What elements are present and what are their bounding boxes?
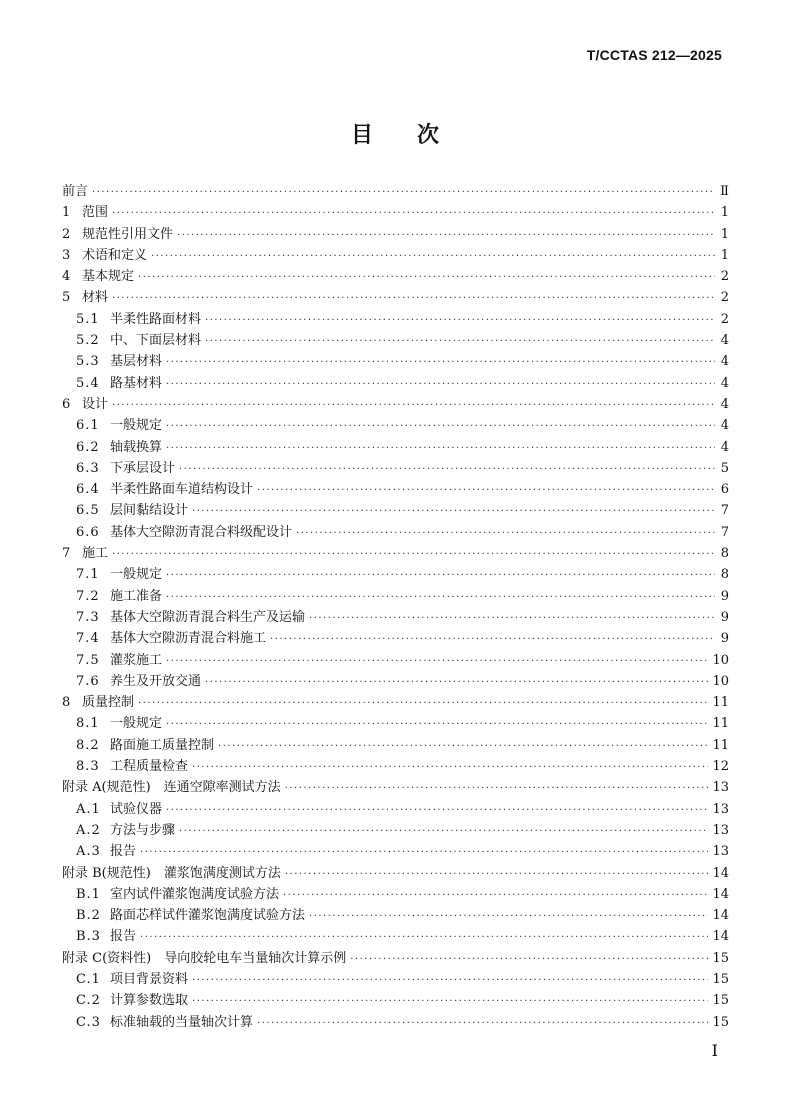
toc-entry[interactable]: [62, 585, 729, 606]
toc-entry-number: C.1: [76, 971, 101, 987]
toc-entry[interactable]: [62, 457, 729, 478]
toc-entry[interactable]: [62, 308, 729, 329]
toc-entry-label: 半柔性路面材料: [110, 311, 202, 327]
toc-dot-leader: [283, 890, 708, 901]
toc-entry-label: 路面施工质量控制: [110, 737, 215, 753]
toc-entry-page: 4: [720, 354, 729, 370]
toc-entry-label: 路面芯样试件灌浆饱满度试验方法: [110, 908, 306, 924]
toc-entry-label: 养生及开放交通: [110, 673, 202, 689]
toc-dot-leader: [166, 421, 715, 432]
toc-dot-leader: [309, 613, 715, 624]
toc-entry-page: 15: [712, 971, 729, 987]
toc-entry-label: 半柔性路面车道结构设计: [110, 482, 254, 498]
toc-entry[interactable]: [62, 819, 729, 840]
toc-dot-leader: [92, 187, 715, 198]
toc-dot-leader: [205, 677, 708, 688]
toc-entry-number: 7.6: [76, 673, 100, 689]
toc-entry-number: B.2: [76, 908, 101, 924]
toc-entry[interactable]: [62, 755, 729, 776]
toc-dot-leader: [179, 826, 708, 837]
toc-entry-number: A.3: [76, 844, 101, 860]
toc-dot-leader: [177, 230, 715, 241]
toc-entry-page: 13: [712, 801, 729, 817]
toc-entry-number: 5: [62, 290, 71, 306]
toc-entry-number: 1: [62, 205, 71, 221]
toc-entry[interactable]: [62, 968, 729, 989]
toc-entry-page: 4: [720, 333, 729, 349]
toc-entry-label: 前言: [62, 184, 89, 199]
toc-entry-page: 13: [712, 780, 729, 796]
toc-entry[interactable]: [62, 606, 729, 627]
toc-entry-page: 14: [712, 865, 729, 881]
toc-entry[interactable]: [62, 840, 729, 861]
toc-entry[interactable]: [62, 798, 729, 819]
toc-dot-leader: [112, 293, 715, 304]
toc-dot-leader: [257, 1018, 708, 1029]
toc-dot-leader: [179, 464, 715, 475]
toc-dot-leader: [166, 719, 708, 730]
toc-entry-page: 13: [712, 822, 729, 838]
toc-dot-leader: [270, 634, 715, 645]
toc-entry-page: 2: [720, 311, 729, 327]
toc-dot-leader: [112, 400, 715, 411]
toc-entry-label: 试验仪器: [110, 801, 163, 817]
toc-entry-label: 附录 A(规范性) 连通空隙率测试方法: [62, 780, 281, 796]
toc-entry[interactable]: [62, 201, 729, 222]
toc-entry-page: 10: [712, 673, 729, 689]
toc-entry[interactable]: [62, 499, 729, 520]
toc-entry-label: 设计: [82, 396, 109, 412]
toc-entry-label: 路基材料: [110, 375, 163, 391]
toc-entry-page: 1: [720, 226, 729, 242]
toc-entry-label: 计算参数选取: [110, 993, 189, 1009]
toc-entry-number: 5.2: [76, 333, 100, 349]
toc-entry-page: 4: [720, 439, 729, 455]
toc-entry[interactable]: [62, 627, 729, 648]
toc-dot-leader: [285, 783, 709, 794]
toc-entry-page: 10: [712, 652, 729, 668]
toc-entry-page: 8: [720, 546, 729, 562]
toc-entry-number: C.3: [76, 1014, 101, 1030]
toc-entry-page: 9: [720, 631, 729, 647]
toc-entry-number: 6.2: [76, 439, 100, 455]
toc-entry-page: 12: [712, 759, 729, 775]
toc-dot-leader: [166, 357, 715, 368]
toc-entry[interactable]: [62, 862, 729, 883]
toc-entry-page: 7: [720, 524, 729, 540]
toc-entry[interactable]: [62, 286, 729, 307]
toc-entry-label: 材料: [82, 290, 109, 306]
toc-entry[interactable]: [62, 691, 729, 712]
toc-dot-leader: [151, 251, 715, 262]
toc-dot-leader: [205, 336, 715, 347]
toc-entry-number: 6.3: [76, 460, 100, 476]
toc-entry-number: 6.6: [76, 524, 100, 540]
toc-entry-number: A.2: [76, 822, 101, 838]
toc-entry-number: 7.2: [76, 588, 100, 604]
toc-entry-label: 室内试件灌浆饱满度试验方法: [110, 886, 280, 902]
toc-entry-page: 9: [720, 609, 729, 625]
toc-dot-leader: [350, 954, 708, 965]
toc-entry-label: 基层材料: [110, 354, 163, 370]
toc-entry-label: 层间黏结设计: [110, 503, 189, 519]
toc-entry[interactable]: [62, 904, 729, 925]
toc-entry-number: 8: [62, 695, 71, 711]
toc-entry-label: 附录 B(规范性) 灌浆饱满度测试方法: [62, 865, 281, 881]
toc-entry-number: 4: [62, 269, 71, 285]
toc-entry-label: 轴载换算: [110, 439, 163, 455]
toc-entry-number: 7.5: [76, 652, 100, 668]
toc-entry[interactable]: [62, 734, 729, 755]
toc-entry-label: 项目背景资料: [110, 971, 189, 987]
toc-entry-label: 附录 C(资料性) 导向胶轮电车当量轴次计算示例: [62, 950, 347, 966]
toc-entry-number: 7.4: [76, 631, 100, 647]
toc-entry-label: 一般规定: [110, 716, 163, 732]
toc-entry[interactable]: [62, 414, 729, 435]
toc-dot-leader: [285, 869, 709, 880]
toc-entry-number: 8.3: [76, 759, 100, 775]
toc-entry-page: 4: [720, 396, 729, 412]
page-number: I: [711, 1041, 718, 1060]
toc-entry-page: Ⅱ: [720, 184, 729, 199]
toc-entry-number: 2: [62, 226, 71, 242]
toc-dot-leader: [296, 528, 715, 539]
toc-entry-label: 基体大空隙沥青混合料级配设计: [110, 524, 293, 540]
toc-entry[interactable]: [62, 925, 729, 946]
toc-entry-number: A.1: [76, 801, 101, 817]
toc-entry-page: 4: [720, 418, 729, 434]
toc-dot-leader: [138, 698, 708, 709]
toc-entry-page: 2: [720, 269, 729, 285]
toc-entry[interactable]: [62, 393, 729, 414]
toc-entry[interactable]: [62, 1011, 729, 1032]
toc-entry-page: 14: [712, 929, 729, 945]
toc-entry[interactable]: [62, 649, 729, 670]
document-code: T/CCTAS 212—2025: [586, 47, 722, 63]
toc-entry-page: 4: [720, 375, 729, 391]
toc-entry-page: 2: [720, 290, 729, 306]
toc-entry-page: 11: [712, 716, 729, 732]
toc-entry-page: 11: [712, 695, 729, 711]
toc-entry-label: 下承层设计: [110, 460, 176, 476]
toc-entry[interactable]: [62, 180, 729, 201]
toc-entry-label: 工程质量检查: [110, 759, 189, 775]
toc-dot-leader: [138, 272, 715, 283]
toc-dot-leader: [257, 485, 715, 496]
toc-entry-label: 灌浆施工: [110, 652, 163, 668]
toc-entry-label: 一般规定: [110, 418, 163, 434]
toc-dot-leader: [166, 443, 715, 454]
toc-entry-label: 范围: [82, 205, 109, 221]
toc-entry-number: 8.1: [76, 716, 100, 732]
toc-dot-leader: [112, 549, 715, 560]
toc-dot-leader: [140, 847, 708, 858]
toc-entry-page: 14: [712, 886, 729, 902]
toc-entry[interactable]: [62, 563, 729, 584]
toc-entry-page: 8: [720, 567, 729, 583]
toc-entry[interactable]: [62, 329, 729, 350]
toc-entry[interactable]: [62, 712, 729, 733]
toc-dot-leader: [205, 315, 715, 326]
toc-entry-label: 施工: [82, 546, 109, 562]
toc-entry-label: 基本规定: [82, 269, 135, 285]
toc-dot-leader: [140, 932, 708, 943]
toc-dot-leader: [166, 656, 708, 667]
toc-entry[interactable]: [62, 223, 729, 244]
toc-dot-leader: [309, 911, 708, 922]
toc-entry-label: 施工准备: [110, 588, 163, 604]
toc-dot-leader: [192, 996, 708, 1007]
toc-entry-number: 5.1: [76, 311, 100, 327]
toc-entry-label: 术语和定义: [82, 247, 148, 263]
toc-entry-page: 15: [712, 993, 729, 1009]
toc-entry-number: B.3: [76, 929, 101, 945]
toc-dot-leader: [192, 975, 708, 986]
toc-entry-page: 13: [712, 844, 729, 860]
toc-entry-page: 14: [712, 908, 729, 924]
toc-entry-label: 中、下面层材料: [110, 333, 202, 349]
toc-entry-label: 报告: [110, 929, 137, 945]
toc-entry-number: 8.2: [76, 737, 100, 753]
toc-entry[interactable]: [62, 372, 729, 393]
toc-entry-number: B.1: [76, 886, 101, 902]
toc-entry-number: 5.4: [76, 375, 100, 391]
toc-title-char-2: 次: [417, 122, 440, 148]
toc-entry-label: 基体大空隙沥青混合料生产及运输: [110, 609, 306, 625]
toc-entry-page: 11: [712, 737, 729, 753]
toc-entry[interactable]: [62, 542, 729, 563]
toc-entry-label: 标准轴载的当量轴次计算: [110, 1014, 254, 1030]
toc-entry-number: 6: [62, 396, 71, 412]
toc-entry[interactable]: [62, 265, 729, 286]
toc-entry[interactable]: [62, 244, 729, 265]
toc-entry-page: 1: [720, 247, 729, 263]
toc-entry-page: 15: [712, 950, 729, 966]
toc-entry-number: 7.1: [76, 567, 100, 583]
toc-title-char-1: 目: [350, 122, 373, 148]
toc-entry[interactable]: [62, 670, 729, 691]
toc-entry-label: 方法与步骤: [110, 822, 176, 838]
toc-entry[interactable]: [62, 989, 729, 1010]
toc-entry[interactable]: [62, 350, 729, 371]
toc-title: [0, 118, 790, 149]
toc-entry-number: 3: [62, 247, 71, 263]
toc-dot-leader: [192, 762, 708, 773]
toc-entry-label: 报告: [110, 844, 137, 860]
toc-dot-leader: [218, 741, 708, 752]
toc-entry[interactable]: [62, 947, 729, 968]
toc-entry[interactable]: [62, 521, 729, 542]
toc-entry-number: 7.3: [76, 609, 100, 625]
toc-entry-label: 质量控制: [82, 695, 135, 711]
toc-entry-number: 6.5: [76, 503, 100, 519]
toc-entry-label: 规范性引用文件: [82, 226, 174, 242]
toc-entry[interactable]: [62, 478, 729, 499]
toc-entry-number: C.2: [76, 993, 101, 1009]
toc-dot-leader: [166, 570, 715, 581]
toc-dot-leader: [166, 592, 715, 603]
toc-dot-leader: [166, 379, 715, 390]
toc-dot-leader: [192, 506, 715, 517]
toc-entry[interactable]: [62, 883, 729, 904]
toc-entry-label: 一般规定: [110, 567, 163, 583]
toc-entry-page: 6: [720, 482, 729, 498]
toc-entry-page: 5: [720, 460, 729, 476]
toc-entry-number: 5.3: [76, 354, 100, 370]
toc-entry-label: 基体大空隙沥青混合料施工: [110, 631, 267, 647]
table-of-contents: [62, 180, 729, 1032]
toc-entry-page: 15: [712, 1014, 729, 1030]
toc-entry-page: 9: [720, 588, 729, 604]
toc-dot-leader: [166, 805, 708, 816]
toc-entry[interactable]: [62, 776, 729, 797]
toc-dot-leader: [112, 208, 715, 219]
toc-entry-number: 7: [62, 546, 71, 562]
toc-entry-number: 6.4: [76, 482, 100, 498]
toc-entry-page: 7: [720, 503, 729, 519]
toc-entry-page: 1: [720, 205, 729, 221]
toc-entry[interactable]: [62, 436, 729, 457]
toc-entry-number: 6.1: [76, 418, 100, 434]
